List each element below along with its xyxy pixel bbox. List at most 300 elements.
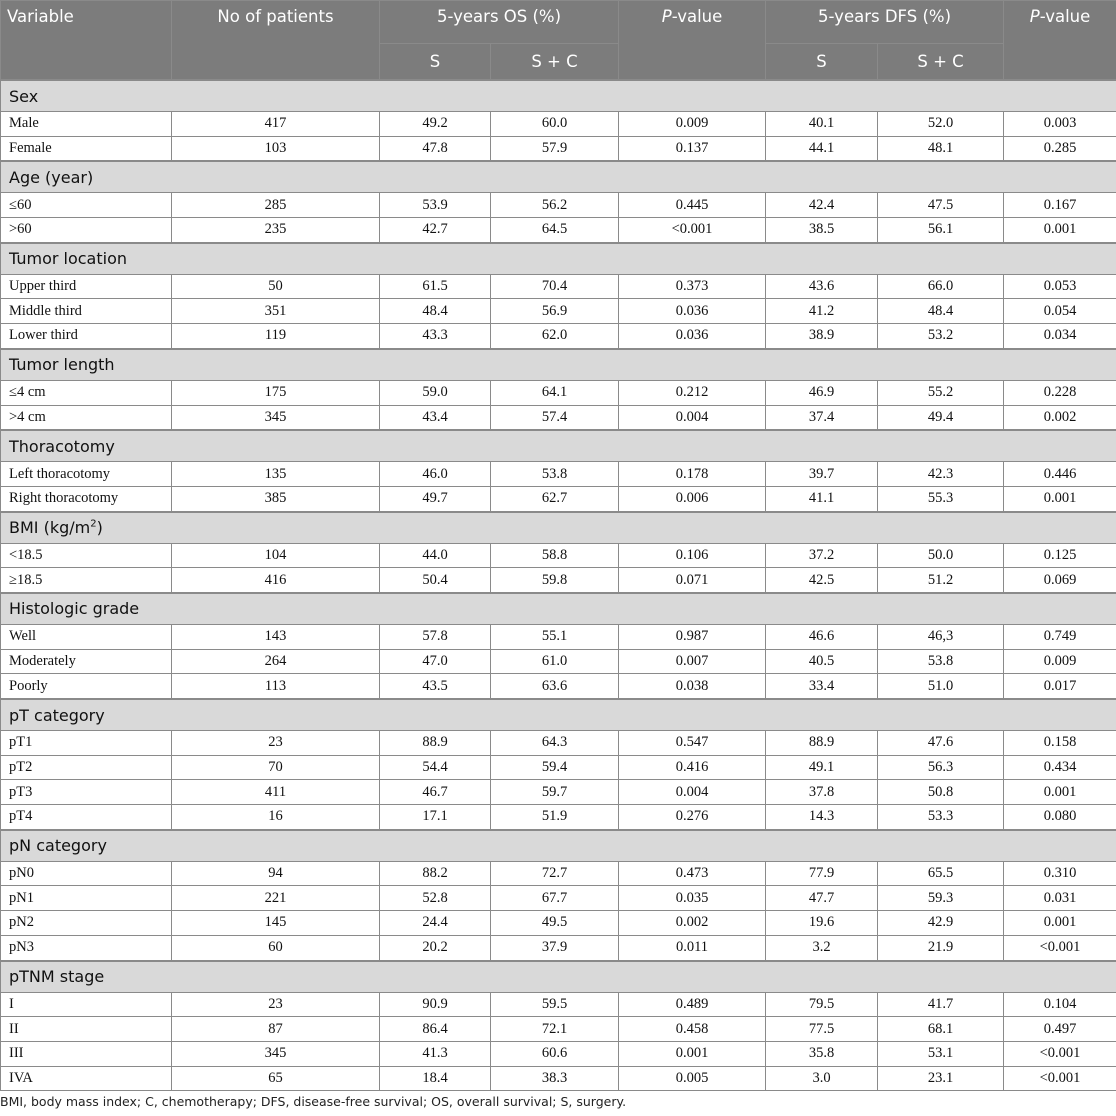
cell-dfs-s: 49.1 xyxy=(766,755,878,780)
group-label xyxy=(1,349,1116,381)
cell-variable: ≥18.5 xyxy=(1,568,172,593)
cell-n: 23 xyxy=(172,731,380,756)
cell-os-s: 24.4 xyxy=(380,911,491,936)
cell-os-sc: 60.0 xyxy=(491,112,619,137)
cell-dfs-p: 0.053 xyxy=(1004,274,1116,299)
cell-os-sc: 72.1 xyxy=(491,1017,619,1042)
cell-dfs-sc: 66.0 xyxy=(878,274,1004,299)
cell-os-sc: 38.3 xyxy=(491,1066,619,1091)
table-row xyxy=(1,543,1116,568)
cell-os-s: 49.2 xyxy=(380,112,491,137)
cell-os-s: 48.4 xyxy=(380,299,491,324)
cell-dfs-p: 0.434 xyxy=(1004,755,1116,780)
cell-dfs-s: 44.1 xyxy=(766,136,878,161)
cell-dfs-s: 47.7 xyxy=(766,886,878,911)
group-header xyxy=(1,961,1116,993)
cell-dfs-sc: 51.0 xyxy=(878,674,1004,699)
table-row xyxy=(1,405,1116,430)
cell-dfs-p: 0.167 xyxy=(1004,193,1116,218)
cell-os-sc: 59.4 xyxy=(491,755,619,780)
pvalue-suffix: -value xyxy=(1039,7,1091,26)
table-row xyxy=(1,731,1116,756)
cell-os-p: 0.489 xyxy=(619,992,766,1017)
cell-dfs-p: 0.497 xyxy=(1004,1017,1116,1042)
cell-os-p: 0.106 xyxy=(619,543,766,568)
cell-dfs-sc: 53.3 xyxy=(878,805,1004,830)
group-header xyxy=(1,430,1116,462)
cell-dfs-s: 77.5 xyxy=(766,1017,878,1042)
cell-dfs-sc: 47.5 xyxy=(878,193,1004,218)
table-row xyxy=(1,568,1116,593)
cell-dfs-p: 0.125 xyxy=(1004,543,1116,568)
cell-variable: Male xyxy=(1,112,172,137)
cell-os-sc: 57.4 xyxy=(491,405,619,430)
cell-os-s: 41.3 xyxy=(380,1041,491,1066)
cell-dfs-sc: 48.4 xyxy=(878,299,1004,324)
table-footnote: BMI, body mass index; C, chemotherapy; DFS, disease-free survival; OS, overall survival; S, surgery. xyxy=(0,1094,627,1109)
cell-dfs-p: <0.001 xyxy=(1004,1066,1116,1091)
table-row xyxy=(1,992,1116,1017)
cell-dfs-sc: 41.7 xyxy=(878,992,1004,1017)
table-row xyxy=(1,274,1116,299)
cell-dfs-s: 46.6 xyxy=(766,624,878,649)
cell-os-p: 0.036 xyxy=(619,324,766,349)
cell-n: 94 xyxy=(172,861,380,886)
cell-os-s: 59.0 xyxy=(380,380,491,405)
cell-dfs-s: 41.2 xyxy=(766,299,878,324)
table-row xyxy=(1,935,1116,960)
cell-os-p: 0.006 xyxy=(619,486,766,511)
cell-os-sc: 62.7 xyxy=(491,486,619,511)
cell-os-p: 0.004 xyxy=(619,780,766,805)
cell-dfs-sc: 48.1 xyxy=(878,136,1004,161)
cell-os-sc: 56.2 xyxy=(491,193,619,218)
cell-variable: pT1 xyxy=(1,731,172,756)
cell-variable: >60 xyxy=(1,218,172,243)
cell-n: 87 xyxy=(172,1017,380,1042)
cell-dfs-s: 42.5 xyxy=(766,568,878,593)
cell-dfs-s: 37.2 xyxy=(766,543,878,568)
table-row xyxy=(1,136,1116,161)
cell-variable: II xyxy=(1,1017,172,1042)
cell-dfs-p: 0.228 xyxy=(1004,380,1116,405)
cell-dfs-p: 0.003 xyxy=(1004,112,1116,137)
cell-n: 113 xyxy=(172,674,380,699)
cell-n: 119 xyxy=(172,324,380,349)
group-label xyxy=(1,430,1116,462)
cell-variable: pN0 xyxy=(1,861,172,886)
cell-dfs-sc: 46,3 xyxy=(878,624,1004,649)
cell-variable: Poorly xyxy=(1,674,172,699)
group-label xyxy=(1,243,1116,275)
cell-os-s: 43.3 xyxy=(380,324,491,349)
cell-os-sc: 59.7 xyxy=(491,780,619,805)
cell-variable: pT4 xyxy=(1,805,172,830)
group-label xyxy=(1,593,1116,625)
cell-n: 16 xyxy=(172,805,380,830)
cell-os-sc: 53.8 xyxy=(491,462,619,487)
group-label xyxy=(1,699,1116,731)
table-row xyxy=(1,380,1116,405)
header-dfs: 5-years DFS (%) xyxy=(766,1,1004,44)
cell-n: 103 xyxy=(172,136,380,161)
cell-dfs-p: 0.446 xyxy=(1004,462,1116,487)
cell-dfs-p: 0.001 xyxy=(1004,218,1116,243)
header-os: 5-years OS (%) xyxy=(380,1,619,44)
header-patients: No of patients xyxy=(172,1,380,81)
cell-os-p: 0.547 xyxy=(619,731,766,756)
cell-n: 221 xyxy=(172,886,380,911)
table-row xyxy=(1,112,1116,137)
cell-n: 385 xyxy=(172,486,380,511)
group-label-text: Sex xyxy=(9,86,39,106)
cell-dfs-sc: 49.4 xyxy=(878,405,1004,430)
cell-dfs-s: 77.9 xyxy=(766,861,878,886)
cell-variable: Right thoracotomy xyxy=(1,486,172,511)
table-row xyxy=(1,624,1116,649)
cell-os-s: 43.5 xyxy=(380,674,491,699)
table-row xyxy=(1,1041,1116,1066)
cell-os-s: 47.8 xyxy=(380,136,491,161)
cell-dfs-p: 0.001 xyxy=(1004,780,1116,805)
cell-os-sc: 49.5 xyxy=(491,911,619,936)
table-row xyxy=(1,1017,1116,1042)
cell-dfs-s: 14.3 xyxy=(766,805,878,830)
cell-dfs-sc: 55.2 xyxy=(878,380,1004,405)
cell-dfs-s: 3.2 xyxy=(766,935,878,960)
cell-os-s: 90.9 xyxy=(380,992,491,1017)
cell-variable: pT2 xyxy=(1,755,172,780)
group-label-text: Thoracotomy xyxy=(9,436,115,456)
cell-dfs-s: 43.6 xyxy=(766,274,878,299)
cell-dfs-p: 0.749 xyxy=(1004,624,1116,649)
cell-dfs-sc: 55.3 xyxy=(878,486,1004,511)
cell-os-p: 0.035 xyxy=(619,886,766,911)
cell-os-p: 0.009 xyxy=(619,112,766,137)
cell-dfs-sc: 53.1 xyxy=(878,1041,1004,1066)
header-os-s: S xyxy=(380,44,491,81)
cell-dfs-sc: 59.3 xyxy=(878,886,1004,911)
table-row xyxy=(1,861,1116,886)
cell-n: 70 xyxy=(172,755,380,780)
cell-variable: Well xyxy=(1,624,172,649)
cell-dfs-sc: 50.0 xyxy=(878,543,1004,568)
cell-os-p: 0.002 xyxy=(619,911,766,936)
cell-dfs-sc: 23.1 xyxy=(878,1066,1004,1091)
cell-dfs-sc: 50.8 xyxy=(878,780,1004,805)
cell-os-p: 0.071 xyxy=(619,568,766,593)
cell-dfs-p: 0.034 xyxy=(1004,324,1116,349)
cell-os-s: 46.7 xyxy=(380,780,491,805)
table-row xyxy=(1,755,1116,780)
group-label-text: pN category xyxy=(9,836,107,856)
header-os-sc: S + C xyxy=(491,44,619,81)
cell-os-sc: 62.0 xyxy=(491,324,619,349)
cell-dfs-sc: 56.3 xyxy=(878,755,1004,780)
cell-os-p: 0.001 xyxy=(619,1041,766,1066)
header-variable: Variable xyxy=(1,1,172,81)
cell-os-sc: 70.4 xyxy=(491,274,619,299)
cell-dfs-p: 0.080 xyxy=(1004,805,1116,830)
cell-dfs-p: 0.158 xyxy=(1004,731,1116,756)
cell-n: 285 xyxy=(172,193,380,218)
cell-variable: III xyxy=(1,1041,172,1066)
cell-os-s: 54.4 xyxy=(380,755,491,780)
cell-dfs-s: 79.5 xyxy=(766,992,878,1017)
header-dfs-pvalue xyxy=(1004,1,1116,81)
cell-dfs-s: 37.4 xyxy=(766,405,878,430)
group-header xyxy=(1,699,1116,731)
cell-dfs-sc: 68.1 xyxy=(878,1017,1004,1042)
group-label-text: pT category xyxy=(9,705,105,725)
group-header xyxy=(1,161,1116,193)
cell-os-sc: 55.1 xyxy=(491,624,619,649)
cell-os-s: 53.9 xyxy=(380,193,491,218)
cell-os-p: 0.276 xyxy=(619,805,766,830)
cell-dfs-s: 38.9 xyxy=(766,324,878,349)
cell-variable: Left thoracotomy xyxy=(1,462,172,487)
header-dfs-s: S xyxy=(766,44,878,81)
table-row xyxy=(1,486,1116,511)
cell-os-s: 57.8 xyxy=(380,624,491,649)
cell-n: 345 xyxy=(172,1041,380,1066)
group-label xyxy=(1,161,1116,193)
cell-dfs-p: 0.031 xyxy=(1004,886,1116,911)
cell-dfs-sc: 51.2 xyxy=(878,568,1004,593)
cell-os-s: 47.0 xyxy=(380,649,491,674)
cell-os-s: 50.4 xyxy=(380,568,491,593)
cell-os-sc: 58.8 xyxy=(491,543,619,568)
table-row xyxy=(1,780,1116,805)
cell-n: 23 xyxy=(172,992,380,1017)
cell-variable: pN1 xyxy=(1,886,172,911)
table-row xyxy=(1,911,1116,936)
cell-os-s: 46.0 xyxy=(380,462,491,487)
cell-dfs-sc: 42.3 xyxy=(878,462,1004,487)
cell-os-sc: 56.9 xyxy=(491,299,619,324)
table-row xyxy=(1,649,1116,674)
cell-dfs-s: 19.6 xyxy=(766,911,878,936)
cell-os-p: 0.416 xyxy=(619,755,766,780)
table-row xyxy=(1,805,1116,830)
cell-os-sc: 72.7 xyxy=(491,861,619,886)
cell-dfs-s: 46.9 xyxy=(766,380,878,405)
group-label xyxy=(1,512,1116,544)
cell-os-s: 44.0 xyxy=(380,543,491,568)
header-os-pvalue xyxy=(619,1,766,81)
cell-os-sc: 59.8 xyxy=(491,568,619,593)
cell-n: 235 xyxy=(172,218,380,243)
group-label-text: Tumor location xyxy=(9,249,128,269)
cell-os-sc: 64.5 xyxy=(491,218,619,243)
cell-variable: pN3 xyxy=(1,935,172,960)
cell-os-p: 0.007 xyxy=(619,649,766,674)
cell-variable: Middle third xyxy=(1,299,172,324)
cell-os-s: 42.7 xyxy=(380,218,491,243)
cell-dfs-sc: 21.9 xyxy=(878,935,1004,960)
cell-dfs-s: 3.0 xyxy=(766,1066,878,1091)
cell-variable: <18.5 xyxy=(1,543,172,568)
table-row xyxy=(1,1066,1116,1091)
cell-os-sc: 37.9 xyxy=(491,935,619,960)
group-label-text: Tumor length xyxy=(9,355,115,375)
pvalue-italic: P xyxy=(1029,7,1040,26)
cell-os-p: 0.011 xyxy=(619,935,766,960)
cell-dfs-s: 38.5 xyxy=(766,218,878,243)
cell-dfs-s: 35.8 xyxy=(766,1041,878,1066)
cell-dfs-sc: 52.0 xyxy=(878,112,1004,137)
cell-os-sc: 67.7 xyxy=(491,886,619,911)
group-label-text: BMI (kg/m xyxy=(9,518,91,538)
cell-n: 411 xyxy=(172,780,380,805)
table-row xyxy=(1,193,1116,218)
cell-dfs-p: <0.001 xyxy=(1004,1041,1116,1066)
cell-n: 135 xyxy=(172,462,380,487)
group-header xyxy=(1,512,1116,544)
group-header xyxy=(1,830,1116,862)
cell-variable: pT3 xyxy=(1,780,172,805)
cell-dfs-p: 0.017 xyxy=(1004,674,1116,699)
cell-n: 65 xyxy=(172,1066,380,1091)
cell-variable: ≤60 xyxy=(1,193,172,218)
cell-os-p: 0.445 xyxy=(619,193,766,218)
pvalue-italic: P xyxy=(661,7,672,26)
cell-os-s: 20.2 xyxy=(380,935,491,960)
cell-dfs-p: 0.310 xyxy=(1004,861,1116,886)
cell-n: 351 xyxy=(172,299,380,324)
cell-dfs-s: 37.8 xyxy=(766,780,878,805)
cell-n: 416 xyxy=(172,568,380,593)
group-label xyxy=(1,80,1116,112)
cell-dfs-sc: 56.1 xyxy=(878,218,1004,243)
cell-dfs-p: 0.054 xyxy=(1004,299,1116,324)
cell-dfs-p: 0.104 xyxy=(1004,992,1116,1017)
cell-variable: I xyxy=(1,992,172,1017)
cell-dfs-p: 0.002 xyxy=(1004,405,1116,430)
cell-dfs-s: 40.1 xyxy=(766,112,878,137)
cell-os-s: 52.8 xyxy=(380,886,491,911)
cell-dfs-s: 42.4 xyxy=(766,193,878,218)
pvalue-suffix: -value xyxy=(671,7,723,26)
cell-os-s: 18.4 xyxy=(380,1066,491,1091)
group-header xyxy=(1,349,1116,381)
cell-dfs-s: 39.7 xyxy=(766,462,878,487)
cell-os-p: 0.038 xyxy=(619,674,766,699)
cell-os-p: 0.005 xyxy=(619,1066,766,1091)
cell-variable: Moderately xyxy=(1,649,172,674)
cell-variable: ≤4 cm xyxy=(1,380,172,405)
cell-os-p: 0.373 xyxy=(619,274,766,299)
cell-dfs-sc: 65.5 xyxy=(878,861,1004,886)
cell-n: 143 xyxy=(172,624,380,649)
cell-os-sc: 59.5 xyxy=(491,992,619,1017)
cell-os-sc: 64.1 xyxy=(491,380,619,405)
cell-n: 345 xyxy=(172,405,380,430)
cell-n: 175 xyxy=(172,380,380,405)
group-label xyxy=(1,961,1116,993)
cell-os-p: 0.178 xyxy=(619,462,766,487)
cell-os-p: 0.473 xyxy=(619,861,766,886)
cell-n: 104 xyxy=(172,543,380,568)
cell-dfs-p: 0.069 xyxy=(1004,568,1116,593)
group-label-superscript: 2 xyxy=(90,518,97,530)
group-header xyxy=(1,243,1116,275)
table-row xyxy=(1,462,1116,487)
cell-os-s: 43.4 xyxy=(380,405,491,430)
cell-dfs-sc: 53.2 xyxy=(878,324,1004,349)
cell-os-s: 49.7 xyxy=(380,486,491,511)
cell-os-p: 0.036 xyxy=(619,299,766,324)
table-header xyxy=(1,1,1116,81)
cell-dfs-p: 0.001 xyxy=(1004,911,1116,936)
cell-variable: Female xyxy=(1,136,172,161)
group-label-suffix: ) xyxy=(96,518,103,538)
table-row xyxy=(1,218,1116,243)
group-header xyxy=(1,80,1116,112)
table-row xyxy=(1,324,1116,349)
cell-os-p: 0.987 xyxy=(619,624,766,649)
group-label-text: Age (year) xyxy=(9,167,94,187)
cell-dfs-s: 88.9 xyxy=(766,731,878,756)
cell-dfs-s: 33.4 xyxy=(766,674,878,699)
cell-n: 417 xyxy=(172,112,380,137)
cell-dfs-sc: 47.6 xyxy=(878,731,1004,756)
cell-os-p: 0.212 xyxy=(619,380,766,405)
cell-os-sc: 60.6 xyxy=(491,1041,619,1066)
cell-os-sc: 57.9 xyxy=(491,136,619,161)
cell-os-s: 61.5 xyxy=(380,274,491,299)
cell-os-sc: 51.9 xyxy=(491,805,619,830)
cell-dfs-p: 0.285 xyxy=(1004,136,1116,161)
cell-os-sc: 61.0 xyxy=(491,649,619,674)
cell-dfs-p: 0.009 xyxy=(1004,649,1116,674)
cell-variable: pN2 xyxy=(1,911,172,936)
cell-os-s: 88.2 xyxy=(380,861,491,886)
group-label xyxy=(1,830,1116,862)
cell-os-p: <0.001 xyxy=(619,218,766,243)
cell-dfs-sc: 42.9 xyxy=(878,911,1004,936)
cell-os-s: 17.1 xyxy=(380,805,491,830)
header-dfs-sc: S + C xyxy=(878,44,1004,81)
cell-variable: IVA xyxy=(1,1066,172,1091)
table-row xyxy=(1,886,1116,911)
cell-n: 145 xyxy=(172,911,380,936)
cell-os-p: 0.137 xyxy=(619,136,766,161)
cell-os-sc: 64.3 xyxy=(491,731,619,756)
table-row xyxy=(1,674,1116,699)
cell-dfs-sc: 53.8 xyxy=(878,649,1004,674)
group-label-text: pTNM stage xyxy=(9,967,105,986)
cell-os-p: 0.458 xyxy=(619,1017,766,1042)
cell-variable: Lower third xyxy=(1,324,172,349)
cell-n: 60 xyxy=(172,935,380,960)
cell-os-s: 88.9 xyxy=(380,731,491,756)
table-body xyxy=(1,80,1116,1091)
cell-os-s: 86.4 xyxy=(380,1017,491,1042)
cell-dfs-p: 0.001 xyxy=(1004,486,1116,511)
cell-variable: >4 cm xyxy=(1,405,172,430)
cell-dfs-s: 41.1 xyxy=(766,486,878,511)
cell-n: 264 xyxy=(172,649,380,674)
cell-os-p: 0.004 xyxy=(619,405,766,430)
cell-dfs-s: 40.5 xyxy=(766,649,878,674)
cell-variable: Upper third xyxy=(1,274,172,299)
cell-os-sc: 63.6 xyxy=(491,674,619,699)
cell-n: 50 xyxy=(172,274,380,299)
table-row xyxy=(1,299,1116,324)
cell-dfs-p: <0.001 xyxy=(1004,935,1116,960)
group-header xyxy=(1,593,1116,625)
